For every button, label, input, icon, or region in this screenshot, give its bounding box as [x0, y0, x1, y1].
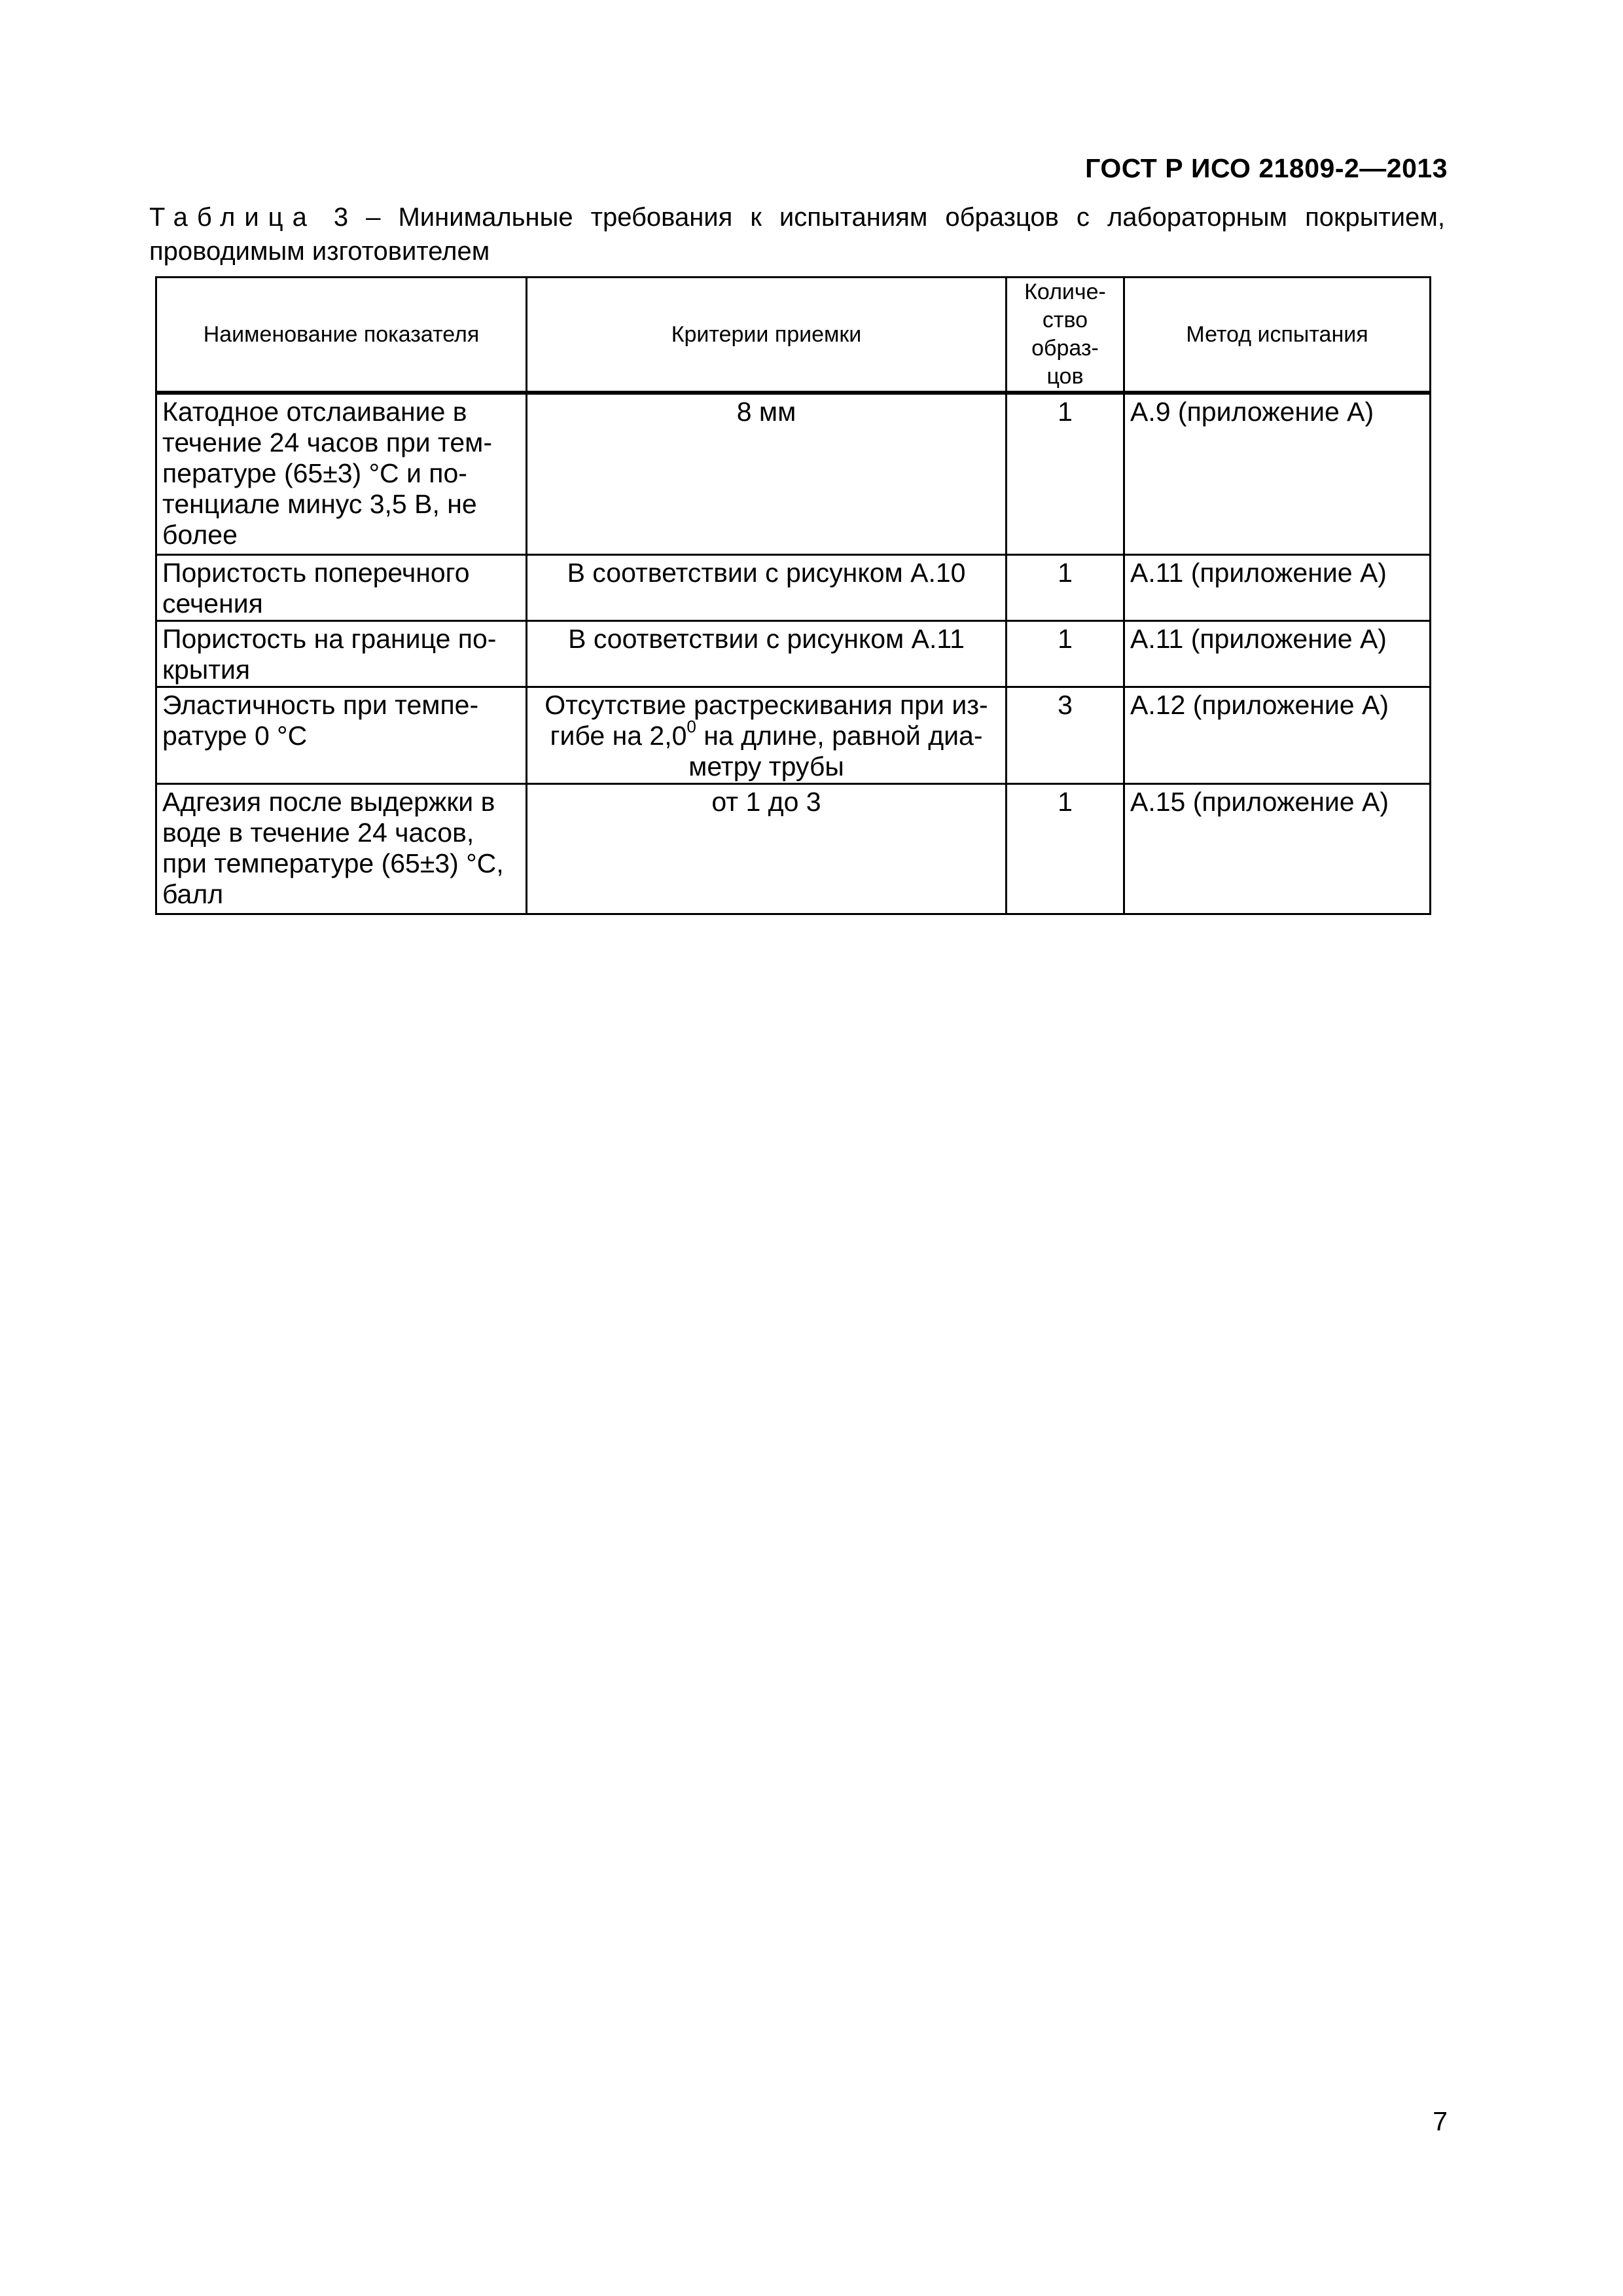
requirements-table: [155, 276, 1431, 915]
criteria-text-pre: Отсутствие растрескивания при из- гибе на 2,0: [544, 690, 988, 751]
cell-indicator: Пористость на границе по- крытия: [156, 621, 527, 687]
cell-method: А.15 (приложение А): [1124, 784, 1431, 914]
table-header-row: [156, 278, 1431, 393]
caption-label: Таблица: [149, 203, 316, 232]
cell-method: А.11 (приложение А): [1124, 555, 1431, 621]
cell-criteria: от 1 до 3: [527, 784, 1007, 914]
table-row: [156, 687, 1431, 784]
cell-criteria: [527, 687, 1007, 784]
cell-count: 1: [1007, 621, 1124, 687]
table-row: [156, 621, 1431, 687]
cell-count: 1: [1007, 784, 1124, 914]
cell-criteria: В соответствии с рисунком А.10: [527, 555, 1007, 621]
header-method: Метод испытания: [1124, 278, 1431, 393]
criteria-superscript: 0: [687, 717, 696, 737]
header-count: Количе- ство образ- цов: [1007, 278, 1124, 393]
cell-count: 3: [1007, 687, 1124, 784]
table-row: [156, 555, 1431, 621]
cell-count: 1: [1007, 393, 1124, 555]
cell-method: А.12 (приложение А): [1124, 687, 1431, 784]
caption-text: – Минимальные требования к испытаниям образцов с лабораторным покрытием, проводимым изготовителем: [149, 203, 1445, 266]
criteria-text-post: на длине, равной диа- метру трубы: [688, 721, 983, 781]
table-row: [156, 784, 1431, 914]
table-caption: [149, 200, 1445, 268]
cell-indicator: Пористость поперечного сечения: [156, 555, 527, 621]
document-header: ГОСТ Р ИСО 21809-2—2013: [1085, 153, 1448, 183]
cell-count: 1: [1007, 555, 1124, 621]
cell-indicator: Эластичность при темпе- ратуре 0 °С: [156, 687, 527, 784]
caption-number: 3: [333, 203, 349, 232]
header-indicator: Наименование показателя: [156, 278, 527, 393]
cell-indicator: Катодное отслаивание в течение 24 часов при тем- пературе (65±3) °С и по- тенциале минус 3,5 В, не более: [156, 393, 527, 555]
header-criteria: Критерии приемки: [527, 278, 1007, 393]
cell-method: А.11 (приложение А): [1124, 621, 1431, 687]
table-row: [156, 393, 1431, 555]
cell-criteria: В соответствии с рисунком А.11: [527, 621, 1007, 687]
cell-criteria: 8 мм: [527, 393, 1007, 555]
cell-method: А.9 (приложение А): [1124, 393, 1431, 555]
page-number: 7: [1433, 2106, 1448, 2136]
cell-indicator: Адгезия после выдержки в воде в течение 24 часов, при температуре (65±3) °С, балл: [156, 784, 527, 914]
